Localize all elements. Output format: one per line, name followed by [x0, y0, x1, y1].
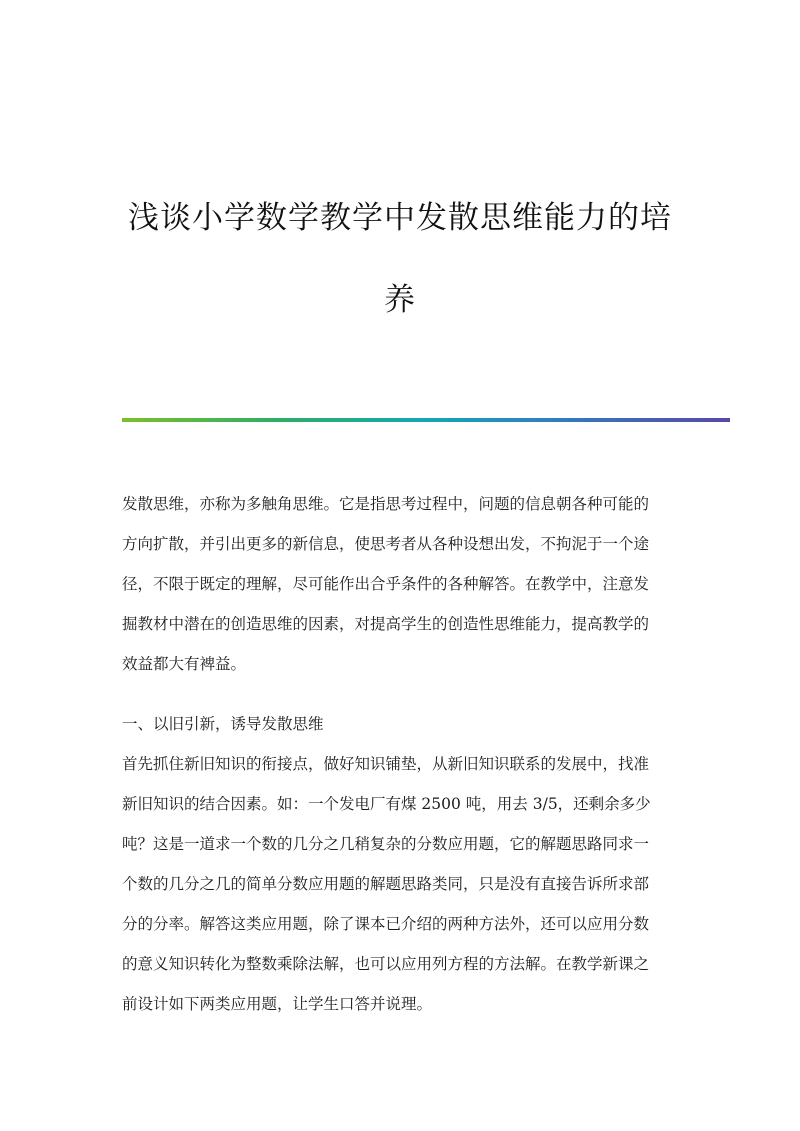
text-line: 分的分率。解答这类应用题，除了课本已介绍的两种方法外，还可以应用分数 [122, 915, 650, 933]
text-line: 的意义知识转化为整数乘除法解，也可以应用列方程的方法解。在教学新课之 [122, 955, 650, 973]
text-line: 方向扩散，并引出更多的新信息，使思考者从各种设想出发，不拘泥于一个途 [122, 535, 650, 553]
document-title-line-2: 养 [384, 282, 416, 318]
document-title-line-1: 浅谈小学数学教学中发散思维能力的培 [128, 200, 672, 236]
text-line: 首先抓住新旧知识的衔接点，做好知识铺垫，从新旧知识联系的发展中，找准 [122, 755, 650, 773]
title-divider [122, 418, 730, 422]
text-line: 吨？这是一道求一个数的几分之几稍复杂的分数应用题，它的解题思路同求一 [122, 835, 650, 853]
text-line: 个数的几分之几的简单分数应用题的解题思路类同，只是没有直接告诉所求部 [122, 875, 650, 893]
text-line: 径，不限于既定的理解，尽可能作出合乎条件的各种解答。在教学中，注意发 [122, 575, 650, 593]
text-line: 掘教材中潜在的创造思维的因素，对提高学生的创造性思维能力，提高教学的 [122, 615, 650, 633]
text-line: 前设计如下两类应用题，让学生口答并说理。 [122, 995, 433, 1013]
text-line: 新旧知识的结合因素。如：一个发电厂有煤 2500 吨，用去 3/5，还剩余多少 [122, 795, 651, 813]
paragraph-intro [122, 484, 692, 684]
text-line: 发散思维，亦称为多触角思维。它是指思考过程中，问题的信息朝各种可能的 [122, 495, 650, 513]
text-line: 效益都大有裨益。 [122, 655, 247, 673]
paragraph-section-1 [122, 744, 692, 1024]
section-heading-text: 一、以旧引新，诱导发散思维 [122, 715, 324, 733]
section-heading [122, 704, 692, 744]
